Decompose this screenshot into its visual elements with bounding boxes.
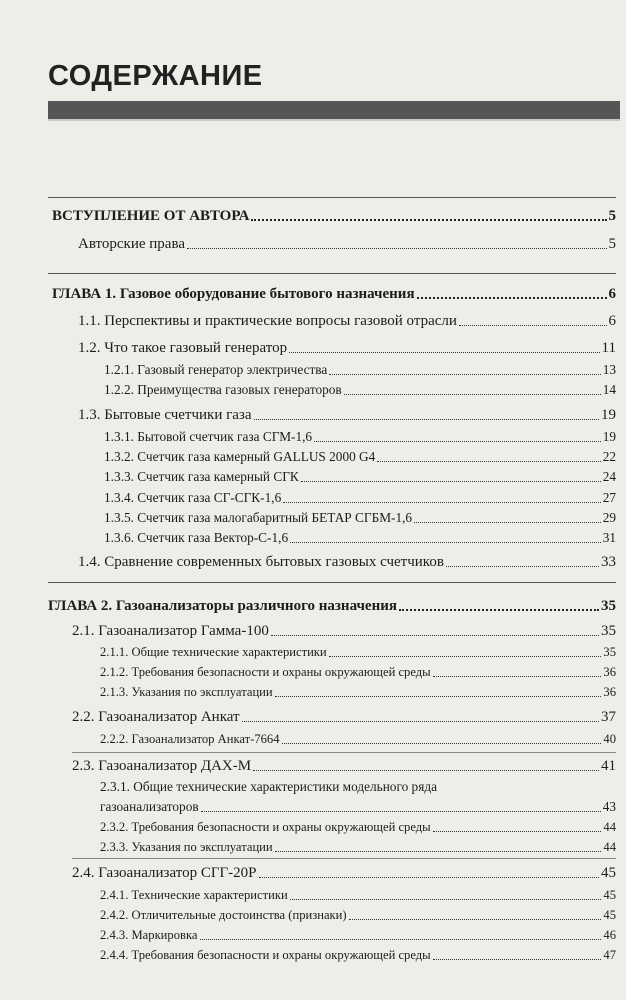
page-number: 27 [602, 490, 616, 505]
page-number: 5 [608, 236, 616, 252]
toc-entry-2-2-2[interactable]: 2.2.2. Газоанализатор Анкат-7664 40 [100, 729, 616, 749]
toc-entry-2-1-2[interactable]: 2.1.2. Требования безопасности и охраны окружающей среды 36 [100, 662, 616, 682]
page-number: 33 [601, 554, 616, 570]
toc-entry-2-1-3[interactable]: 2.1.3. Указания по эксплуатации 36 [100, 682, 616, 702]
page-number: 45 [603, 888, 616, 902]
toc-entry-2-3-1-line2[interactable]: газоанализаторов 43 [100, 797, 616, 817]
page-number: 14 [602, 382, 616, 397]
page-number: 19 [601, 407, 616, 423]
page-number: 24 [602, 469, 616, 484]
toc-entry-2-2[interactable]: 2.2. Газоанализатор Анкат 37 [72, 709, 616, 725]
toc-entry-copyright[interactable]: Авторские права 5 [78, 236, 616, 252]
page-number: 35 [603, 645, 616, 659]
toc-entry-chapter-2[interactable]: ГЛАВА 2. Газоанализаторы различного назначения 35 [48, 598, 616, 614]
page-number: 29 [602, 510, 616, 525]
toc-entry-2-3-2[interactable]: 2.3.2. Требования безопасности и охраны окружающей среды 44 [100, 817, 616, 837]
page-number: 46 [603, 928, 616, 942]
toc-entry-1-3[interactable]: 1.3. Бытовые счетчики газа 19 [78, 407, 616, 423]
toc-entry-2-3[interactable]: 2.3. Газоанализатор ДАХ-М 41 [72, 758, 616, 774]
toc-entry-2-1-1[interactable]: 2.1.1. Общие технические характеристики 35 [100, 642, 616, 662]
toc-entry-1-3-1[interactable]: 1.3.1. Бытовой счетчик газа СГМ-1,6 19 [104, 427, 616, 447]
toc-entry-1-3-4[interactable]: 1.3.4. Счетчик газа СГ-СГК-1,6 27 [104, 488, 616, 508]
toc-entry-2-3-3[interactable]: 2.3.3. Указания по эксплуатации 44 [100, 837, 616, 857]
page-title: СОДЕРЖАНИЕ [48, 60, 263, 92]
page-number: 45 [603, 908, 616, 922]
page-number: 6 [608, 313, 616, 329]
section-divider [48, 197, 616, 198]
toc-entry-1-2[interactable]: 1.2. Что такое газовый генератор 11 [78, 340, 616, 356]
toc-entry-1-2-1[interactable]: 1.2.1. Газовый генератор электричества 13 [104, 360, 616, 380]
page-number: 43 [602, 799, 616, 814]
toc-entry-2-4-2[interactable]: 2.4.2. Отличительные достоинства (признаки) 45 [100, 905, 616, 925]
toc-entry-2-4-4[interactable]: 2.4.4. Требования безопасности и охраны окружающей среды 47 [100, 945, 616, 965]
toc-entry-1-2-2[interactable]: 1.2.2. Преимущества газовых генераторов 14 [104, 380, 616, 400]
page-number: 36 [603, 665, 616, 679]
page-number: 22 [602, 449, 616, 464]
toc-entry-1-3-3[interactable]: 1.3.3. Счетчик газа камерный СГК 24 [104, 467, 616, 487]
toc-entry-2-4-3[interactable]: 2.4.3. Маркировка 46 [100, 925, 616, 945]
page-number: 37 [601, 709, 616, 725]
toc-entry-1-4[interactable]: 1.4. Сравнение современных бытовых газовых счетчиков 33 [78, 554, 616, 570]
page-number: 35 [601, 598, 616, 614]
section-divider [72, 858, 616, 859]
page-number: 5 [608, 208, 616, 224]
page-number: 13 [602, 362, 616, 377]
page-number: 40 [603, 732, 616, 746]
page-number: 19 [602, 429, 616, 444]
page-number: 36 [603, 685, 616, 699]
section-divider [48, 273, 616, 274]
page-number: 6 [608, 286, 616, 302]
section-divider [48, 582, 616, 583]
toc-entry-2-1[interactable]: 2.1. Газоанализатор Гамма-100 35 [72, 623, 616, 639]
page-number: 44 [603, 820, 616, 834]
toc-entry-2-4[interactable]: 2.4. Газоанализатор СГГ-20Р 45 [72, 865, 616, 881]
section-divider [72, 752, 616, 753]
toc-entry-chapter-1[interactable]: ГЛАВА 1. Газовое оборудование бытового назначения 6 [52, 286, 616, 302]
page-number: 11 [601, 340, 616, 356]
page-number: 47 [603, 948, 616, 962]
toc-entry-2-4-1[interactable]: 2.4.1. Технические характеристики 45 [100, 885, 616, 905]
toc-entry-1-1[interactable]: 1.1. Перспективы и практические вопросы газовой отрасли 6 [78, 313, 616, 329]
page-number: 45 [601, 865, 616, 881]
toc-entry-2-3-1-line1[interactable]: 2.3.1. Общие технические характеристики модельного ряда [100, 779, 437, 794]
page-number: 41 [601, 758, 616, 774]
toc-entry-1-3-2[interactable]: 1.3.2. Счетчик газа камерный GALLUS 2000 G4 22 [104, 447, 616, 467]
toc-entry-introduction[interactable]: ВСТУПЛЕНИЕ ОТ АВТОРА 5 [52, 208, 616, 224]
toc-entry-1-3-5[interactable]: 1.3.5. Счетчик газа малогабаритный БЕТАР СГБМ-1,6 29 [104, 508, 616, 528]
title-underline-bar [48, 101, 620, 121]
page-number: 35 [601, 623, 616, 639]
page-number: 44 [603, 840, 616, 854]
toc-entry-1-3-6[interactable]: 1.3.6. Счетчик газа Вектор-С-1,6 31 [104, 528, 616, 548]
page-number: 31 [602, 530, 616, 545]
